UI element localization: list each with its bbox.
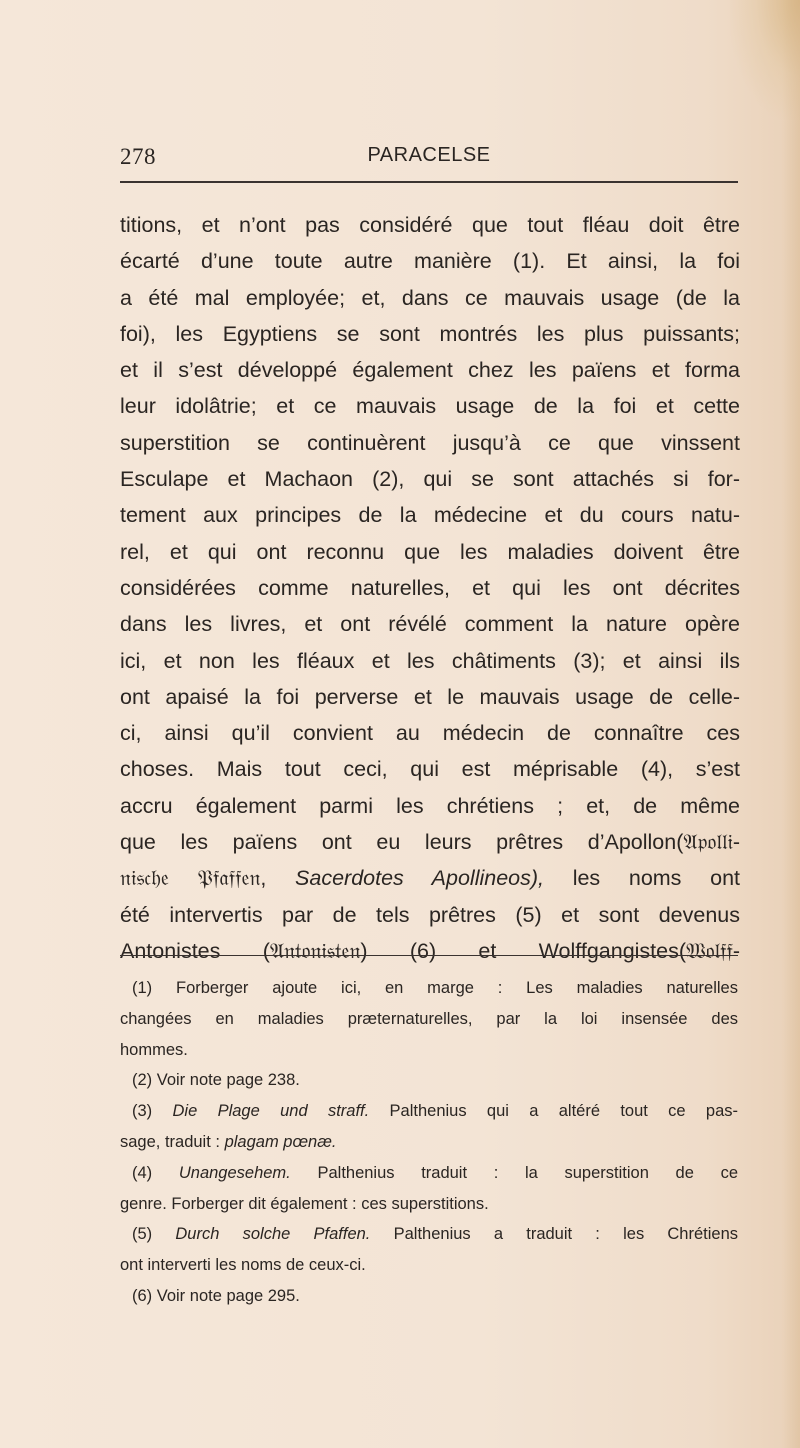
body-text-segment: ) (6) et Wolffgangistes( bbox=[360, 938, 687, 963]
body-line: superstition se continuèrent jusqu’à ce que vinssent bbox=[120, 430, 740, 455]
body-line: a été mal employée; et, dans ce mauvais usage (de la bbox=[120, 285, 740, 310]
page-header bbox=[120, 140, 738, 176]
body-line: dans les livres, et ont révélé comment la nature opère bbox=[120, 612, 740, 637]
body-line: tement aux principes de la médecine et du cours natu- bbox=[120, 503, 740, 528]
body-text-segment: les noms ont bbox=[572, 866, 740, 891]
footnote-line: hommes. bbox=[120, 1040, 188, 1059]
running-title: PARACELSE bbox=[367, 144, 491, 166]
footnote-italic: plagam pœnæ. bbox=[224, 1132, 337, 1151]
body-line: Esculape et Machaon (2), qui se sont attachés si for- bbox=[120, 467, 740, 492]
body-line: ici, et non les fléaux et les châtiments (3); et ainsi ils bbox=[120, 648, 740, 673]
footnote-text: Palthenius a traduit : les Chrétiens bbox=[393, 1225, 739, 1244]
body-line: rel, et qui ont reconnu que les maladies doivent être bbox=[120, 539, 740, 564]
footnote-italic: Unangesehem. bbox=[178, 1163, 291, 1182]
body-line: et il s’est développé également chez les païens et forma bbox=[120, 358, 740, 383]
header-rule bbox=[120, 181, 738, 183]
footnote-line: (2) Voir note page 238. bbox=[132, 1071, 300, 1090]
body-line: choses. Mais tout ceci, qui est méprisable (4), s’est bbox=[120, 757, 740, 782]
footnote-italic: Durch solche Pfaffen. bbox=[175, 1225, 371, 1244]
footnote-line: ont interverti les noms de ceux-ci. bbox=[120, 1256, 366, 1275]
footnote-text: Palthenius qui a altéré tout ce pas- bbox=[389, 1102, 739, 1121]
fraktur-text: 𝔄𝔫𝔱𝔬𝔫𝔦𝔰𝔱𝔢𝔫 bbox=[269, 938, 361, 963]
paper-edge bbox=[782, 0, 800, 1448]
footnote-number: (4) bbox=[132, 1163, 153, 1182]
fraktur-text: 𝔚𝔬𝔩𝔣𝔣- bbox=[686, 938, 740, 963]
footnote-number: (5) bbox=[132, 1225, 153, 1244]
body-line: considérées comme naturelles, et qui les ont décrites bbox=[120, 575, 740, 600]
body-line: ont apaisé la foi perverse et le mauvais usage de celle- bbox=[120, 684, 740, 709]
footnote-line bbox=[120, 1127, 738, 1158]
body-line: leur idolâtrie; et ce mauvais usage de la foi et cette bbox=[120, 394, 740, 419]
body-line: écarté d’une toute autre manière (1). Et ainsi, la foi bbox=[120, 249, 740, 274]
body-line: foi), les Egyptiens se sont montrés les plus puissants; bbox=[120, 321, 740, 346]
body-line: ci, ainsi qu’il convient au médecin de connaître ces bbox=[120, 721, 740, 746]
footnote-line bbox=[120, 1219, 738, 1250]
body-line: que les païens ont eu leurs prêtres d’Apollon(𝔄𝔭𝔬𝔩𝔩𝔦- bbox=[120, 830, 740, 855]
footnote-line bbox=[120, 1158, 738, 1189]
body-line: accru également parmi les chrétiens ; et, de même bbox=[120, 793, 740, 818]
footnote-line: changées en maladies præternaturelles, par la loi insensée des bbox=[120, 1009, 738, 1028]
page-number: 278 bbox=[120, 144, 156, 169]
body-text bbox=[120, 207, 740, 969]
footnote-text: Palthenius traduit : la superstition de ce bbox=[317, 1163, 738, 1182]
footnote-italic: Die Plage und straff. bbox=[172, 1102, 370, 1121]
footnote-rule bbox=[120, 955, 738, 956]
footnote-text: sage, traduit : bbox=[120, 1132, 220, 1151]
footnote-number: (3) bbox=[132, 1102, 153, 1121]
body-line: titions, et n’ont pas considéré que tout fléau doit être bbox=[120, 213, 740, 237]
footnote-line: (1) Forberger ajoute ici, en marge : Les maladies naturelles bbox=[132, 979, 738, 997]
footnotes bbox=[120, 973, 738, 1312]
footnote-line bbox=[120, 1096, 738, 1127]
latin-italic-text: Sacerdotes Apollineos), bbox=[295, 866, 545, 891]
footnote-line: (6) Voir note page 295. bbox=[132, 1286, 300, 1305]
body-text-segment: Antonistes ( bbox=[120, 938, 270, 963]
fraktur-text: 𝔫𝔦𝔰𝔠𝔥𝔢 𝔓𝔣𝔞𝔣𝔣𝔢𝔫, bbox=[120, 866, 267, 891]
body-line bbox=[120, 860, 740, 896]
footnote-line: genre. Forberger dit également : ces superstitions. bbox=[120, 1194, 489, 1213]
body-line: été intervertis par de tels prêtres (5) et sont devenus bbox=[120, 902, 740, 927]
body-line bbox=[120, 933, 740, 969]
